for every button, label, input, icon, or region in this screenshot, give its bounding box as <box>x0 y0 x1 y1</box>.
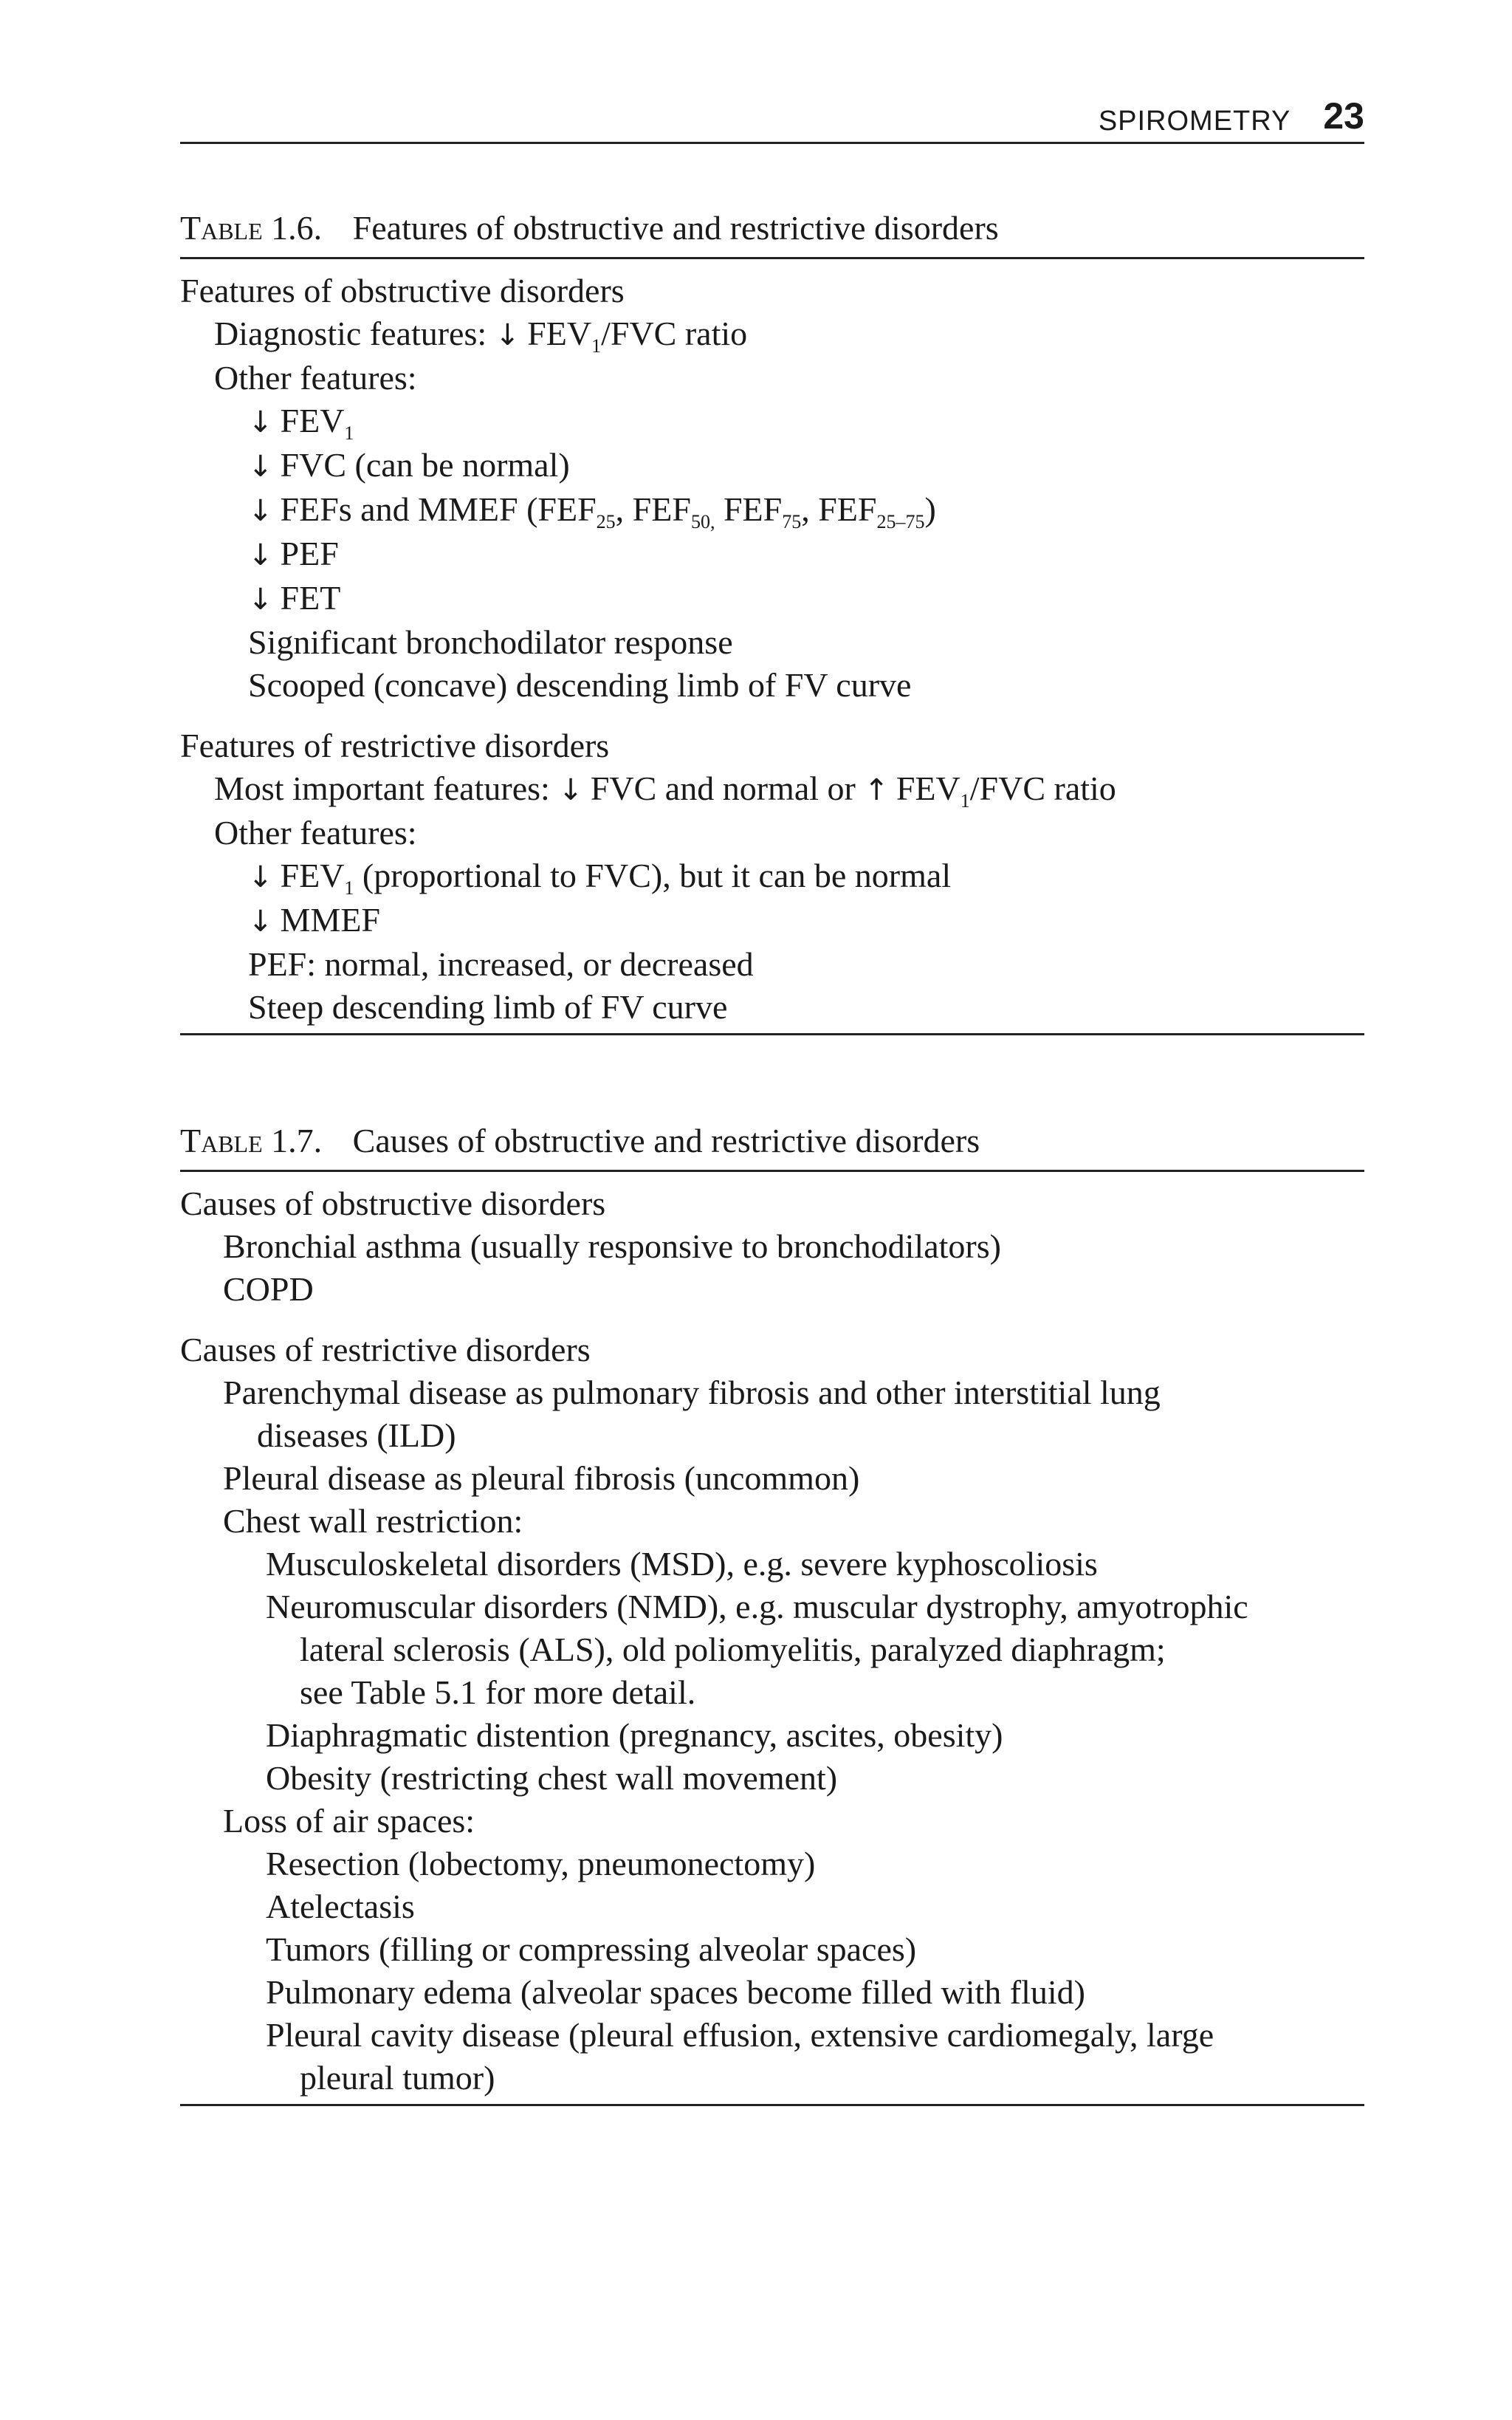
chest-wall-heading: Chest wall restriction: <box>223 1502 523 1540</box>
feature-fev1: ↓ $FEV_1$ <box>248 402 354 444</box>
table-title: Features of obstructive and restrictive disorders <box>352 209 999 247</box>
cause-asthma: Bronchial asthma (usually responsive to bronchodilators) <box>223 1227 1001 1265</box>
table-1-6 <box>180 207 1364 1035</box>
feature-fet: ↓ FET <box>180 577 1364 621</box>
header-rule <box>180 142 1364 144</box>
down-arrow-icon: ↓ <box>248 405 273 439</box>
down-arrow-icon: ↓ <box>248 860 273 894</box>
table-1-6-caption <box>180 207 1364 250</box>
table-number: 1.7. <box>271 1122 323 1159</box>
loss-air-spaces-heading: Loss of air spaces: <box>223 1802 475 1840</box>
cause-pleural-cavity-cont: pleural tumor) <box>300 2059 495 2097</box>
running-head <box>1099 93 1364 137</box>
cause-pleural: Pleural disease as pleural fibrosis (uncommon) <box>223 1459 860 1497</box>
cause-copd: COPD <box>223 1270 314 1308</box>
cause-atelectasis: Atelectasis <box>266 1888 415 1925</box>
feature-fvc: ↓ FVC (can be normal) <box>180 444 1364 488</box>
down-arrow-icon: ↓ <box>248 905 273 939</box>
feature-steep-curve: Steep descending limb of FV curve <box>248 988 728 1026</box>
running-head-section: SPIROMETRY <box>1098 106 1291 137</box>
down-arrow-icon: ↓ <box>248 583 273 617</box>
cause-resection: Resection (lobectomy, pneumonectomy) <box>266 1845 816 1882</box>
feature-bronchodilator: Significant bronchodilator response <box>248 623 733 661</box>
table-1-7-caption <box>180 1120 1364 1162</box>
cause-tumors: Tumors (filling or compressing alveolar spaces) <box>266 1930 917 1968</box>
down-arrow-icon: ↓ <box>248 450 273 484</box>
restrictive-causes-heading: Causes of restrictive disorders <box>180 1331 591 1368</box>
table-bottom-rule <box>180 2104 1364 2106</box>
table-1-7 <box>180 1120 1364 2106</box>
table-number: 1.6. <box>271 209 323 247</box>
cause-parenchymal-cont: diseases (ILD) <box>257 1416 456 1454</box>
other-features-heading: Other features: <box>214 814 417 851</box>
cause-obesity: Obesity (restricting chest wall movement) <box>266 1759 838 1797</box>
down-arrow-icon: ↓ <box>558 773 583 807</box>
cause-nmd-cont-1: lateral sclerosis (ALS), old poliomyelitis, paralyzed diaphragm; <box>300 1631 1166 1668</box>
down-arrow-icon: ↓ <box>248 494 273 528</box>
table-label: Table <box>180 1122 263 1159</box>
feature-scooped-curve: Scooped (concave) descending limb of FV curve <box>248 666 912 704</box>
cause-parenchymal: Parenchymal disease as pulmonary fibrosis and other interstitial lung <box>223 1374 1161 1411</box>
diagnostic-features-line: Diagnostic features: ↓ $FEV_1$/FVC ratio <box>214 315 748 357</box>
cause-msd: Musculoskeletal disorders (MSD), e.g. severe kyphoscoliosis <box>266 1545 1098 1583</box>
cause-diaphragmatic: Diaphragmatic distention (pregnancy, ascites, obesity) <box>266 1716 1003 1754</box>
cause-nmd-cont-2: see Table 5.1 for more detail. <box>300 1673 696 1711</box>
cause-edema: Pulmonary edema (alveolar spaces become filled with fluid) <box>266 1973 1085 2011</box>
cause-nmd: Neuromuscular disorders (NMD), e.g. muscular dystrophy, amyotrophic <box>266 1588 1248 1625</box>
down-arrow-icon: ↓ <box>248 538 273 572</box>
down-arrow-icon: ↓ <box>495 318 520 352</box>
page-number: 23 <box>1323 95 1364 137</box>
other-features-heading: Other features: <box>214 359 417 397</box>
obstructive-features-heading: Features of obstructive disorders <box>180 272 625 309</box>
table-title: Causes of obstructive and restrictive disorders <box>352 1122 980 1159</box>
up-arrow-icon: ↑ <box>864 773 889 807</box>
table-label: Table <box>180 209 263 247</box>
cause-pleural-cavity: Pleural cavity disease (pleural effusion, extensive cardiomegaly, large <box>266 2016 1214 2054</box>
obstructive-causes-heading: Causes of obstructive disorders <box>180 1185 606 1222</box>
feature-pef: ↓ PEF <box>180 532 1364 577</box>
restrictive-features-heading: Features of restrictive disorders <box>180 727 610 764</box>
book-page <box>180 0 1364 2420</box>
feature-fefs: ↓ FEFs and MMEF ($FEF_{25}$, $FEF_{50,}$ $FEF_{75}$, $FEF_{25-75}$) <box>248 490 936 532</box>
important-features-line: Most important features: ↓ FVC and normal or ↑ $FEV_1$/FVC ratio <box>214 769 1116 812</box>
feature-mmef: ↓ MMEF <box>180 899 1364 943</box>
table-bottom-rule <box>180 1033 1364 1035</box>
feature-fev1-proportional: ↓ $FEV_1$ (proportional to FVC), but it can be normal <box>248 857 952 899</box>
feature-pef-variable: PEF: normal, increased, or decreased <box>248 945 754 983</box>
